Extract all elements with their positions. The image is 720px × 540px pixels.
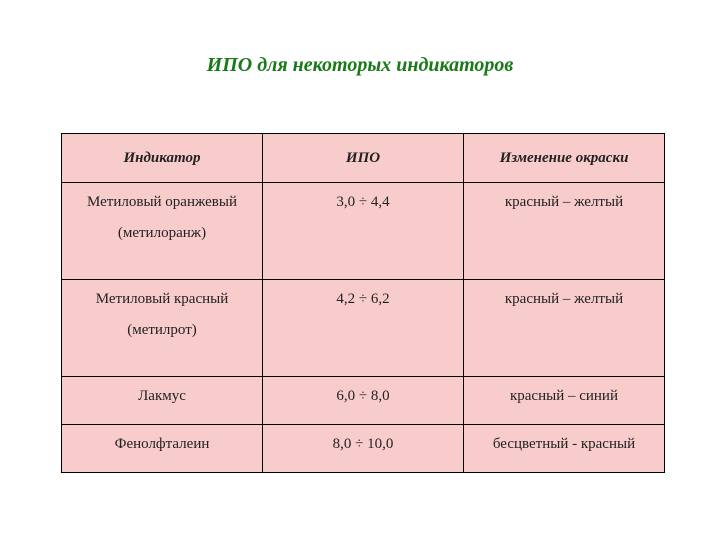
color-change-cell: бесцветный - красный [464,425,665,473]
indicator-cell [62,183,263,280]
header-ipo: ИПО [263,134,464,183]
indicator-alias: (метилоранж) [117,225,207,241]
indicator-name: Метиловый красный [95,291,229,307]
table-row [62,425,665,473]
page-title: ИПО для некоторых индикаторов [206,54,514,76]
table-row [62,377,665,425]
header-indicator: Индикатор [62,134,263,183]
indicator-alias: (метилрот) [127,322,197,338]
color-change-cell: красный – желтый [464,183,665,280]
table-row [62,280,665,377]
ipo-cell: 8,0 ÷ 10,0 [263,425,464,473]
ipo-cell: 6,0 ÷ 8,0 [263,377,464,425]
indicator-table [61,133,665,473]
indicator-cell: Лакмус [62,377,263,425]
header-color-change: Изменение окраски [464,134,665,183]
color-change-cell: красный – желтый [464,280,665,377]
ipo-cell: 4,2 ÷ 6,2 [263,280,464,377]
indicator-cell [62,280,263,377]
table-row [62,183,665,280]
color-change-cell: красный – синий [464,377,665,425]
indicator-cell: Фенолфталеин [62,425,263,473]
ipo-cell: 3,0 ÷ 4,4 [263,183,464,280]
indicator-name: Метиловый оранжевый [87,194,237,210]
table-header-row [62,134,665,183]
